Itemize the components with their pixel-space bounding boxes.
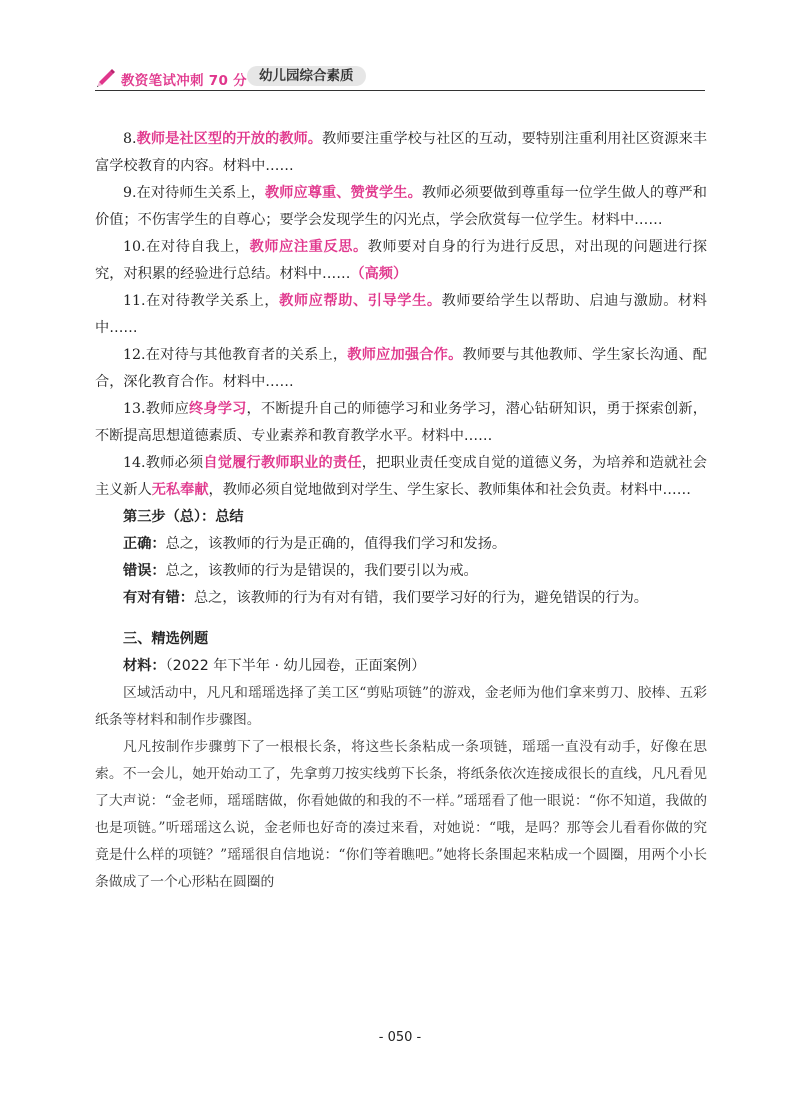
page-body — [95, 126, 707, 896]
list-item: 10.在对待自我上，教师应注重反思。教师要对自身的行为进行反思，对出现的问题进行探究，对积累的经验进行总结。材料中……（高频） — [95, 239, 707, 282]
material-paragraph: 区域活动中，凡凡和瑶瑶选择了美工区“剪贴项链”的游戏，金老师为他们拿来剪刀、胶棒、五彩纸条等材料和制作步骤图。 — [95, 685, 707, 728]
page-header — [95, 66, 705, 92]
conclusion-line: 正确：总之，该教师的行为是正确的，值得我们学习和发扬。 — [123, 536, 507, 552]
section-heading: 三、精选例题 — [123, 631, 209, 647]
pencil-icon — [95, 66, 117, 88]
header-title: 教资笔试冲刺 70 分 — [121, 73, 247, 89]
conclusion-line: 错误：总之，该教师的行为是错误的，我们要引以为戒。 — [123, 563, 478, 579]
list-item: 11.在对待教学关系上，教师应帮助、引导学生。教师要给学生以帮助、启迪与激励。材料中…… — [95, 293, 707, 336]
list-item: 8.教师是社区型的开放的教师。教师要注重学校与社区的互动，要特别注重利用社区资源来丰富学校教育的内容。材料中…… — [95, 131, 707, 174]
material-source: 材料：（2022 年下半年 · 幼儿园卷，正面案例） — [123, 658, 426, 674]
list-item: 9.在对待师生关系上，教师应尊重、赞赏学生。教师必须要做到尊重每一位学生做人的尊严和价值；不伤害学生的自尊心；要学会发现学生的闪光点，学会欣赏每一位学生。材料中…… — [95, 185, 707, 228]
frequency-tag: （高频） — [350, 266, 408, 282]
step3-heading: 第三步（总）：总结 — [123, 509, 244, 525]
list-item: 13.教师应终身学习，不断提升自己的师德学习和业务学习，潜心钻研知识，勇于探索创新，不断提高思想道德素质、专业素养和教育教学水平。材料中…… — [95, 401, 707, 444]
list-item: 14.教师必须自觉履行教师职业的责任，把职业责任变成自觉的道德义务，为培养和造就社会主义新人无私奉献，教师必须自觉地做到对学生、学生家长、教师集体和社会负责。材料中…… — [95, 455, 707, 498]
header-rule — [95, 90, 705, 91]
material-paragraph: 凡凡按制作步骤剪下了一根根长条，将这些长条粘成一条项链，瑶瑶一直没有动手，好像在思索。不一会儿，她开始动工了，先拿剪刀按实线剪下长条，将纸条依次连接成很长的直线，凡凡看见了大声说：“金老师，瑶瑶瞎做，你看她做的和我的不一样。”瑶瑶看了他一眼说：“你不知道，我做的也是项链。”听瑶瑶这么说，金老师也好奇的凑过来看，对她说：“哦，是吗？那等会儿看看你做的究竟是什么样的项链？”瑶瑶很自信地说：“你们等着瞧吧。”她将长条围起来粘成一个圆圈，用两个小长条做成了一个心形粘在圆圈的 — [95, 739, 707, 890]
conclusion-line: 有对有错：总之，该教师的行为有对有错，我们要学习好的行为，避免错误的行为。 — [123, 590, 648, 606]
header-badge: 幼儿园综合素质 — [247, 66, 366, 86]
list-item: 12.在对待与其他教育者的关系上，教师应加强合作。教师要与其他教师、学生家长沟通、配合，深化教育合作。材料中…… — [95, 347, 707, 390]
page-number: - 050 - — [378, 1030, 422, 1045]
